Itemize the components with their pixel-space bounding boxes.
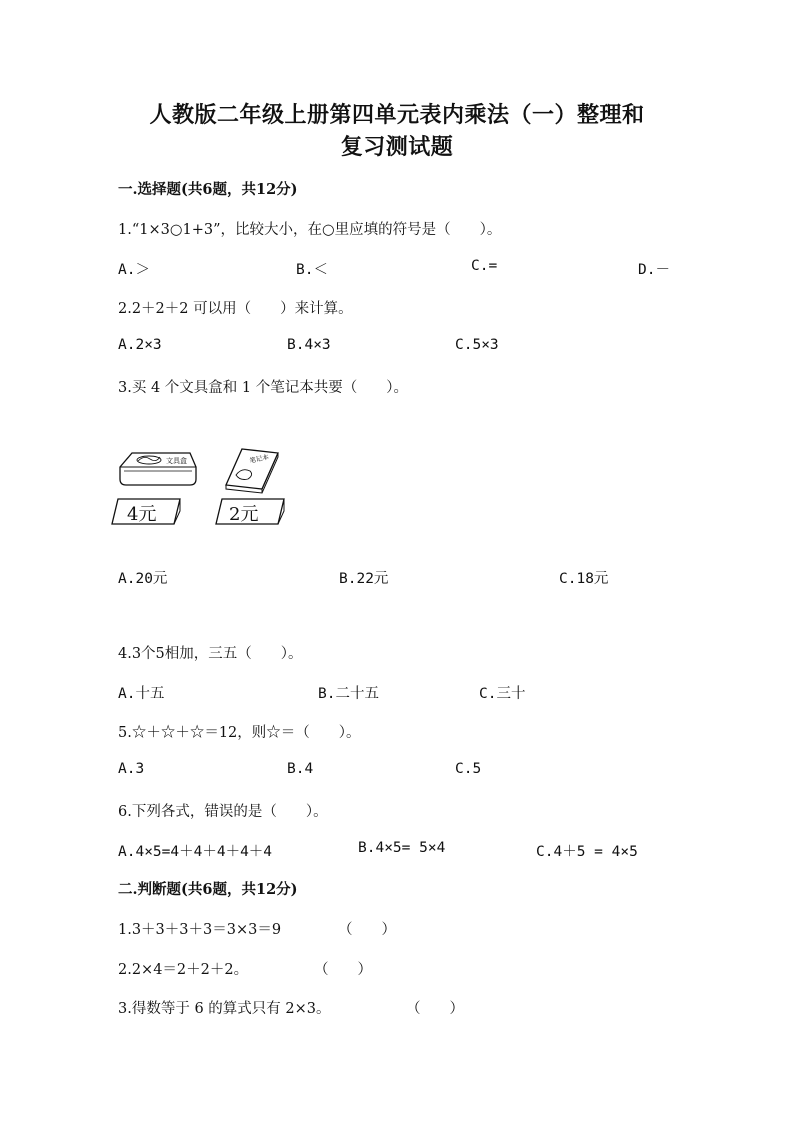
- q2-option-b: B.4×3: [287, 337, 331, 353]
- q4-option-a: A.十五: [118, 686, 165, 702]
- question-2-text: 2.2＋2＋2 可以用（ ）来计算。: [118, 301, 353, 317]
- q1-option-a: A.＞: [118, 262, 150, 278]
- q3-option-a: A.20元: [118, 571, 168, 587]
- question-4-text: 4.3个5相加，三五（ ）。: [118, 646, 303, 662]
- notebook-image: [222, 445, 282, 495]
- q2-option-a: A.2×3: [118, 337, 162, 353]
- pencil-box-price: 4元: [127, 504, 157, 525]
- judge-item-1-text: 1.3＋3＋3＋3＝3×3＝9: [118, 922, 282, 938]
- section1-heading: 一.选择题(共6题，共12分): [118, 181, 298, 198]
- q6-option-a: A.4×5=4＋4＋4＋4＋4: [118, 844, 273, 860]
- q1-option-b: B.＜: [296, 262, 328, 278]
- q6-option-c: C.4＋5 = 4×5: [536, 844, 638, 860]
- judge-item-2-blank: （ ）: [314, 962, 372, 978]
- q4-option-b: B.二十五: [318, 686, 379, 702]
- judge-item-1-blank: （ ）: [338, 922, 396, 938]
- pencil-box-image: [116, 445, 198, 495]
- notebook-label: 笔记本: [248, 453, 270, 465]
- q2-option-c: C.5×3: [455, 337, 499, 353]
- q3-option-c: C.18元: [559, 571, 609, 587]
- section2-heading: 二.判断题(共6题，共12分): [118, 881, 298, 898]
- judge-item-3-text: 3.得数等于 6 的算式只有 2×3。: [118, 1001, 331, 1017]
- q1-option-d: D.－: [638, 262, 670, 278]
- q1-option-c: C.=: [471, 258, 498, 274]
- judge-item-3-blank: （ ）: [406, 1001, 464, 1017]
- q5-option-b: B.4: [287, 761, 314, 777]
- question-5-text: 5.☆＋☆＋☆＝12，则☆＝（ ）。: [118, 725, 361, 741]
- question-6-text: 6.下列各式，错误的是（ ）。: [118, 804, 328, 820]
- notebook-price: 2元: [229, 504, 259, 525]
- q6-option-b: B.4×5= 5×4: [358, 840, 446, 856]
- pencil-box-label: 文具盒: [166, 457, 187, 465]
- q5-option-c: C.5: [455, 761, 482, 777]
- page-title-line2: 复习测试题: [340, 134, 454, 160]
- judge-item-2-text: 2.2×4＝2＋2＋2。: [118, 962, 249, 978]
- page-title-line1: 人教版二年级上册第四单元表内乘法（一）整理和: [149, 102, 645, 128]
- q4-option-c: C.三十: [479, 686, 526, 702]
- q3-option-b: B.22元: [339, 571, 389, 587]
- q5-option-a: A.3: [118, 761, 145, 777]
- question-1-text: 1.“1×3○1+3”，比较大小，在○里应填的符号是（ ）。: [118, 222, 502, 238]
- question-3-text: 3.买 4 个文具盒和 1 个笔记本共要（ ）。: [118, 380, 408, 396]
